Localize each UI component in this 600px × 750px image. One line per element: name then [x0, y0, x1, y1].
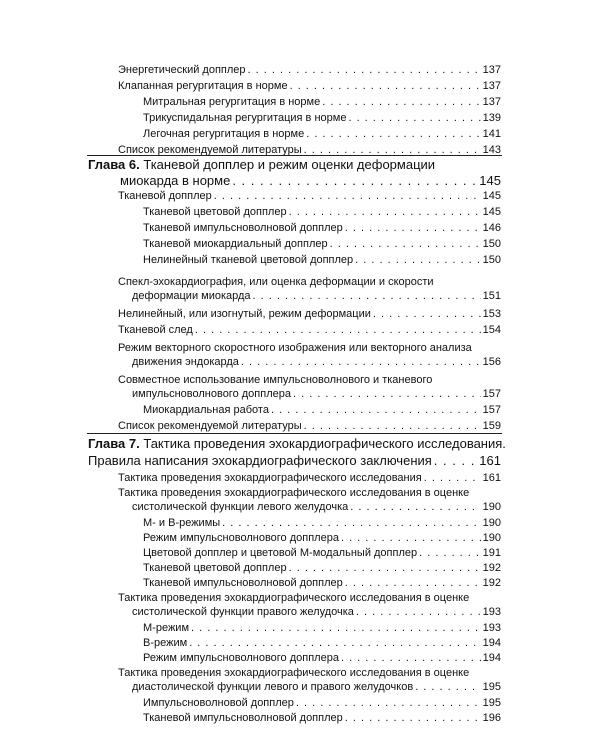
- toc-page-number: 195: [482, 681, 501, 693]
- leader-dots: [348, 112, 480, 125]
- toc-page-number: 161: [482, 472, 501, 484]
- toc-entry-title: Совместное использование импульсноволнового и тканевого: [118, 374, 433, 386]
- toc-page-number: 145: [482, 190, 501, 202]
- toc-page-number: 137: [482, 80, 501, 92]
- leader-dots: [253, 290, 481, 303]
- leader-dots: [214, 190, 481, 203]
- leader-dots: [419, 547, 481, 560]
- toc-page-number: 194: [482, 637, 501, 649]
- toc-page-number: 195: [482, 697, 501, 709]
- toc-entry-title: М- и В-режимы: [143, 517, 221, 529]
- toc-page-number: 139: [482, 112, 501, 124]
- chapter-title-line2: миокарда в норме: [120, 173, 231, 188]
- leader-dots: [350, 501, 480, 514]
- toc-entry-title: Тактика проведения эхокардиографического исследования в оценке: [118, 487, 470, 499]
- toc-entry-title: Миокардиальная работа: [143, 404, 269, 416]
- chapter-label: Глава 6.: [88, 157, 140, 172]
- leader-dots: [341, 652, 481, 665]
- section-divider: [87, 155, 502, 156]
- leader-dots: [341, 532, 481, 545]
- toc-page-number: 150: [482, 238, 501, 250]
- toc-entry-title-cont: деформации миокарда: [132, 290, 251, 302]
- toc-page-number: 157: [482, 404, 501, 416]
- toc-page-number: 154: [482, 324, 501, 336]
- toc-page-number: 137: [482, 96, 501, 108]
- toc-page-number: 156: [482, 356, 501, 368]
- toc-entry-title-cont: диастолической функции левого и правого желудочков: [132, 681, 414, 693]
- toc-page-number: 141: [482, 128, 501, 140]
- toc-entry-title-cont: импульсноволнового допплера: [132, 388, 291, 400]
- leader-dots: [290, 80, 481, 93]
- toc-page-number: 192: [482, 577, 501, 589]
- leader-dots: [248, 64, 481, 77]
- toc-entry-title: Митральная регургитация в норме: [143, 96, 321, 108]
- toc-entry-title: Список рекомендуемой литературы: [118, 144, 302, 156]
- leader-dots: [241, 356, 481, 369]
- toc-page-number: 161: [479, 453, 501, 468]
- toc-entry-title: Тканевой цветовой допплер: [143, 206, 287, 218]
- leader-dots: [289, 562, 481, 575]
- leader-dots: [345, 577, 481, 590]
- toc-entry-title: Легочная регургитация в норме: [143, 128, 305, 140]
- toc-page-number: 194: [482, 652, 501, 664]
- chapter-title-line1: Тканевой допплер и режим оценки деформации: [143, 157, 436, 172]
- leader-dots: [345, 712, 481, 725]
- toc-page-number: 191: [482, 547, 501, 559]
- leader-dots: [222, 517, 480, 530]
- toc-page-number: 190: [482, 501, 501, 513]
- leader-dots: [345, 222, 481, 235]
- leader-dots: [415, 681, 480, 694]
- toc-entry-title: Тканевой миокардиальный допплер: [143, 238, 328, 250]
- toc-entry-title: Список рекомендуемой литературы: [118, 420, 302, 432]
- leader-dots: [330, 238, 481, 251]
- toc-page-number: 143: [482, 144, 501, 156]
- toc-page-number: 196: [482, 712, 501, 724]
- toc-entry-title-cont: систолической функции левого желудочка: [132, 501, 349, 513]
- toc-entry-title: Тканевой импульсноволновой допплер: [143, 712, 343, 724]
- toc-page-number: 159: [482, 420, 501, 432]
- leader-dots: [322, 96, 480, 109]
- toc-page-number: 190: [482, 517, 501, 529]
- leader-dots: [195, 324, 481, 337]
- toc-entry-title: Тканевой импульсноволновой допплер: [143, 222, 343, 234]
- toc-entry-title: Режим векторного скоростного изображения или векторного анализа: [118, 342, 472, 354]
- toc-entry-title: Режим импульсноволнового допплера: [143, 532, 339, 544]
- toc-entry-title: Импульсноволновой допплер: [143, 697, 294, 709]
- chapter-title-line2: Правила написания эхокардиографического заключения: [88, 453, 432, 468]
- toc-entry-title: Нелинейный, или изогнутый, режим деформации: [118, 308, 371, 320]
- toc-page-number: 146: [482, 222, 501, 234]
- leader-dots: [289, 206, 481, 219]
- toc-entry-title: Тканевой цветовой допплер: [143, 562, 287, 574]
- toc-entry-title: Режим импульсноволнового допплера: [143, 652, 339, 664]
- toc-page-number: 137: [482, 64, 501, 76]
- leader-dots: [232, 174, 477, 187]
- leader-dots: [293, 388, 481, 401]
- toc-page-number: 145: [479, 173, 501, 188]
- toc-entry-title: Тактика проведения эхокардиографического исследования в оценке: [118, 592, 470, 604]
- leader-dots: [296, 697, 481, 710]
- toc-entry-title: Тактика проведения эхокардиографического исследования: [118, 472, 422, 484]
- toc-page-number: 151: [482, 290, 501, 302]
- leader-dots: [356, 606, 481, 619]
- leader-dots: [355, 254, 480, 267]
- toc-entry-title: В-режим: [143, 637, 188, 649]
- leader-dots: [306, 128, 480, 141]
- chapter-title-line1: Тактика проведения эхокардиографического исследования.: [143, 436, 506, 451]
- toc-page-number: 145: [482, 206, 501, 218]
- toc-entry-title: Тактика проведения эхокардиографического исследования в оценке: [118, 667, 470, 679]
- toc-entry-title: М-режим: [143, 622, 190, 634]
- leader-dots: [189, 637, 480, 650]
- leader-dots: [271, 404, 481, 417]
- toc-page-number: 153: [482, 308, 501, 320]
- leader-dots: [304, 420, 481, 433]
- toc-page-number: 157: [482, 388, 501, 400]
- toc-entry-title: Спекл-эхокардиография, или оценка деформации и скорости: [118, 276, 434, 288]
- leader-dots: [373, 308, 481, 321]
- toc-page-number: 190: [482, 532, 501, 544]
- toc-page-number: 193: [482, 622, 501, 634]
- toc-entry-title: Энергетический допплер: [118, 64, 246, 76]
- toc-entry-title: Тканевой след: [118, 324, 193, 336]
- leader-dots: [434, 454, 478, 467]
- toc-entry-title-cont: систолической функции правого желудочка: [132, 606, 354, 618]
- toc-entry-title: Нелинейный тканевой цветовой допплер: [143, 254, 354, 266]
- leader-dots: [191, 622, 481, 635]
- leader-dots: [424, 472, 481, 485]
- toc-entry-title: Тканевой импульсноволновой допплер: [143, 577, 343, 589]
- toc-entry-title: Трикуспидальная регургитация в норме: [143, 112, 347, 124]
- toc-entry-title-cont: движения эндокарда: [132, 356, 239, 368]
- toc-page-number: 193: [482, 606, 501, 618]
- toc-entry-title: Тканевой допплер: [118, 190, 212, 202]
- chapter-label: Глава 7.: [88, 436, 140, 451]
- toc-entry-title: Клапанная регургитация в норме: [118, 80, 288, 92]
- toc-page-number: 150: [482, 254, 501, 266]
- toc-page-number: 192: [482, 562, 501, 574]
- toc-entry-title: Цветовой допплер и цветовой М-модальный допплер: [143, 547, 418, 559]
- section-divider: [87, 433, 502, 434]
